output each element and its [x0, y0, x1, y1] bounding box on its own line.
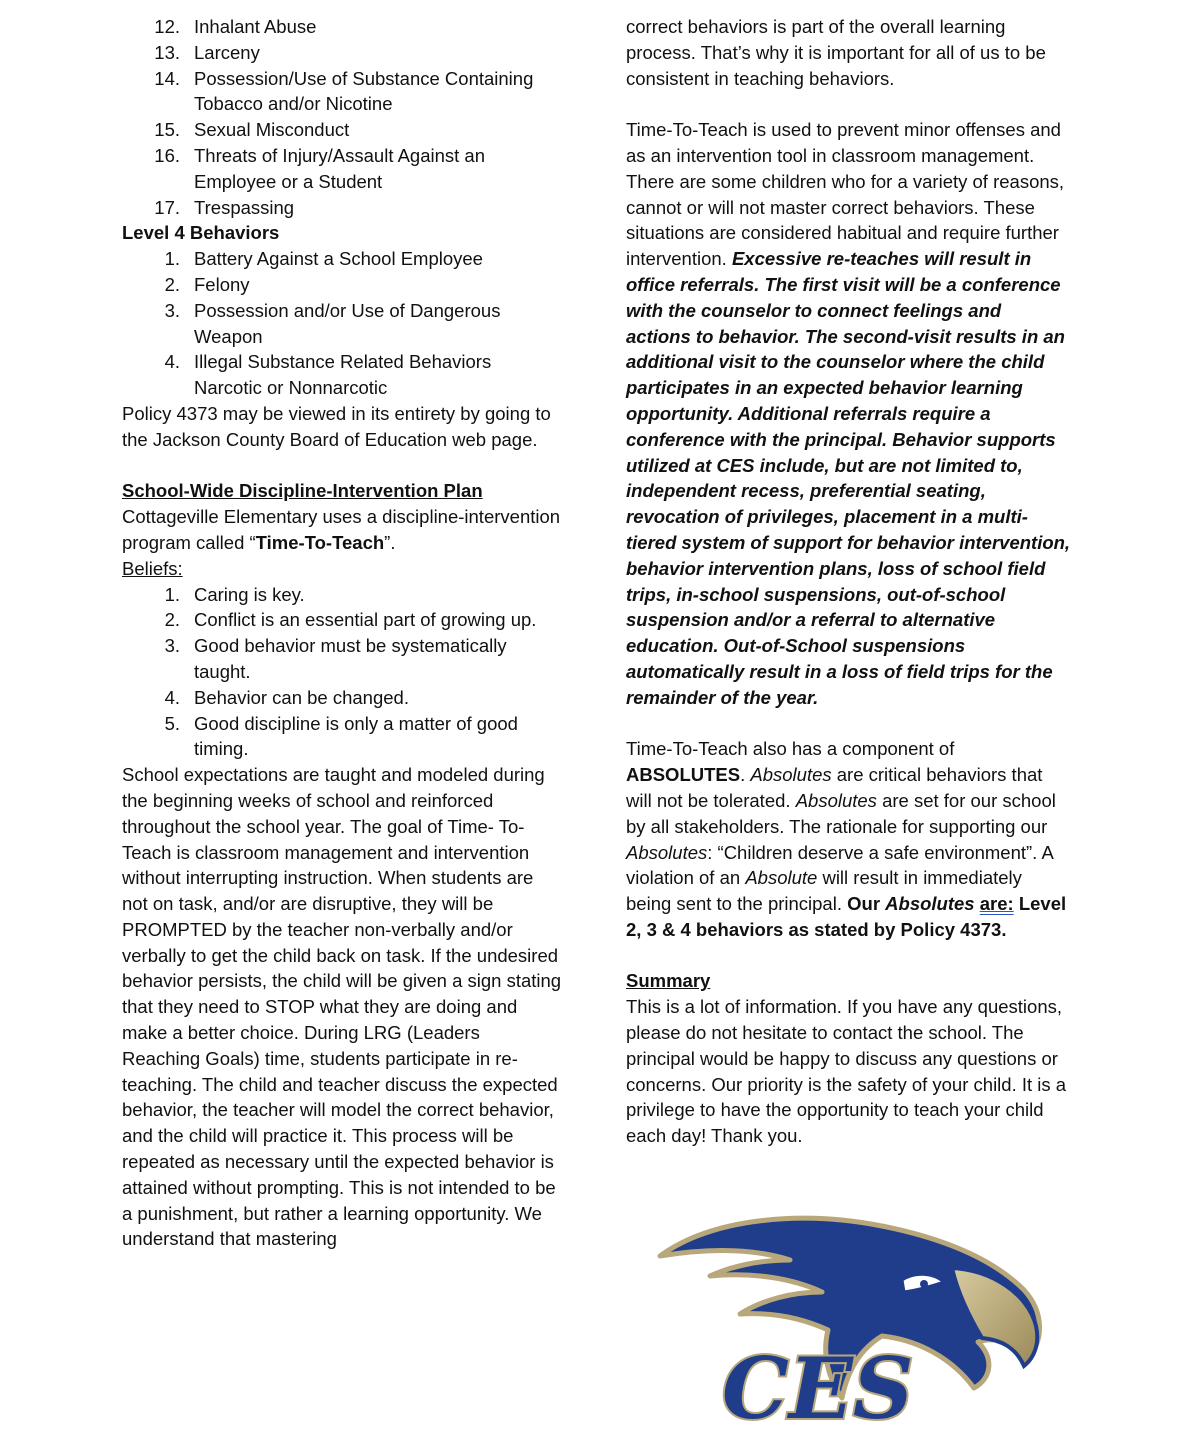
- logo-text: CES: [722, 1339, 914, 1426]
- list-item: 3. Good behavior must be systematically taught.: [164, 635, 507, 682]
- summary-heading: Summary: [626, 970, 711, 992]
- plan-intro: Cottageville Elementary uses a discipline-intervention program called “Time-To-Teach”.: [122, 506, 561, 553]
- ces-eagle-logo: [652, 1208, 1048, 1426]
- list-item: 13. Larceny: [154, 41, 260, 63]
- left-column: [122, 14, 562, 1252]
- list-item: 4. Behavior can be changed.: [164, 686, 409, 708]
- ttt-paragraph: Time-To-Teach is used to prevent minor offenses and as an intervention tool in classroom management. There are some children who for a variety of reasons, cannot or will not master correct behaviors. These situations are considered habitual and require further intervention. Excessive re-teaches will result in office referrals. The first visit will be a conference with the counselor to connect feelings and actions to behavior. The second-visit results in an additional visit to the counselor where the child participates in an expected behavior learning opportunity. Additional referrals require a conference with the principal. Behavior supports utilized at CES include, but are not limited to, independent recess, preferential seating, revocation of privileges, placement in a multi-tiered system of support for behavior intervention, behavior intervention plans, loss of school field trips, in-school suspensions, out-of-school suspension and/or a referral to alternative education. Out-of-School suspensions automatically result in a loss of field trips for the remainder of the year.: [626, 119, 1071, 708]
- list-item: 1. Battery Against a School Employee: [164, 248, 483, 270]
- list-item: 14. Possession/Use of Substance Containing Tobacco and/or Nicotine: [154, 67, 534, 115]
- list-item: 4. Illegal Substance Related Behaviors Narcotic or Nonnarcotic: [164, 351, 492, 399]
- summary-paragraph: This is a lot of information. If you have any questions, please do not hesitate to contact the school. The principal would be happy to discuss any questions or concerns. Our priority is the safety of your child. It is a privilege to have the opportunity to teach your child each day! Thank you.: [626, 996, 1067, 1147]
- list-item: 3. Possession and/or Use of Dangerous Weapon: [164, 299, 501, 347]
- eagle-pupil: [920, 1280, 928, 1288]
- list-item: 5. Good discipline is only a matter of good timing.: [164, 712, 518, 760]
- beliefs-heading: Beliefs:: [122, 557, 183, 579]
- list-item: 2. Conflict is an essential part of growing up.: [164, 609, 537, 631]
- list-item: 17. Trespassing: [154, 196, 295, 218]
- continuation-paragraph: correct behaviors is part of the overall learning process. That’s why it is important for all of us to be consistent in teaching behaviors.: [626, 16, 1046, 89]
- list-item: 15. Sexual Misconduct: [154, 119, 350, 141]
- absolutes-paragraph: Time-To-Teach also has a component of ABSOLUTES. Absolutes are critical behaviors that will not be tolerated. Absolutes are set for our school by all stakeholders. The rationale for supporting our Absolutes: “Children deserve a safe environment”. A violation of an Absolute will result in immediately being sent to the principal. Our Absolutes are: Level 2, 3 & 4 behaviors as stated by Policy 4373.: [626, 738, 1067, 940]
- level4-list: [122, 246, 562, 401]
- right-column: [626, 14, 1071, 1149]
- behaviors-list-continued: [122, 14, 562, 220]
- list-item: 1. Caring is key.: [164, 583, 305, 605]
- list-item: 16. Threats of Injury/Assault Against an Employee or a Student: [154, 144, 486, 192]
- policy-paragraph: Policy 4373 may be viewed in its entirety by going to the Jackson County Board of Education web page.: [122, 402, 551, 450]
- beliefs-list: [122, 582, 562, 763]
- plan-heading: School-Wide Discipline-Intervention Plan: [122, 480, 483, 502]
- expectations-paragraph: School expectations are taught and modeled during the beginning weeks of school and reinforced throughout the school year. The goal of Time- To-Teach is classroom management and intervention without interrupting instruction. When students are not on task, and/or are disruptive, they will be PROMPTED by the teacher non-verbally and/or verbally to get the child back on task. If the undesired behavior persists, the child will be given a sign stating that they need to STOP what they are doing and make a better choice. During LRG (Leaders Reaching Goals) time, students participate in re-teaching. The child and teacher discuss the expected behavior, the teacher will model the correct behavior, and the child will practice it. This process will be repeated as necessary until the expected behavior is attained without prompting. This is not intended to be a punishment, but rather a learning opportunity. We understand that mastering: [122, 764, 562, 1250]
- list-item: 12. Inhalant Abuse: [154, 16, 317, 37]
- level4-heading: Level 4 Behaviors: [122, 222, 280, 244]
- list-item: 2. Felony: [164, 273, 250, 295]
